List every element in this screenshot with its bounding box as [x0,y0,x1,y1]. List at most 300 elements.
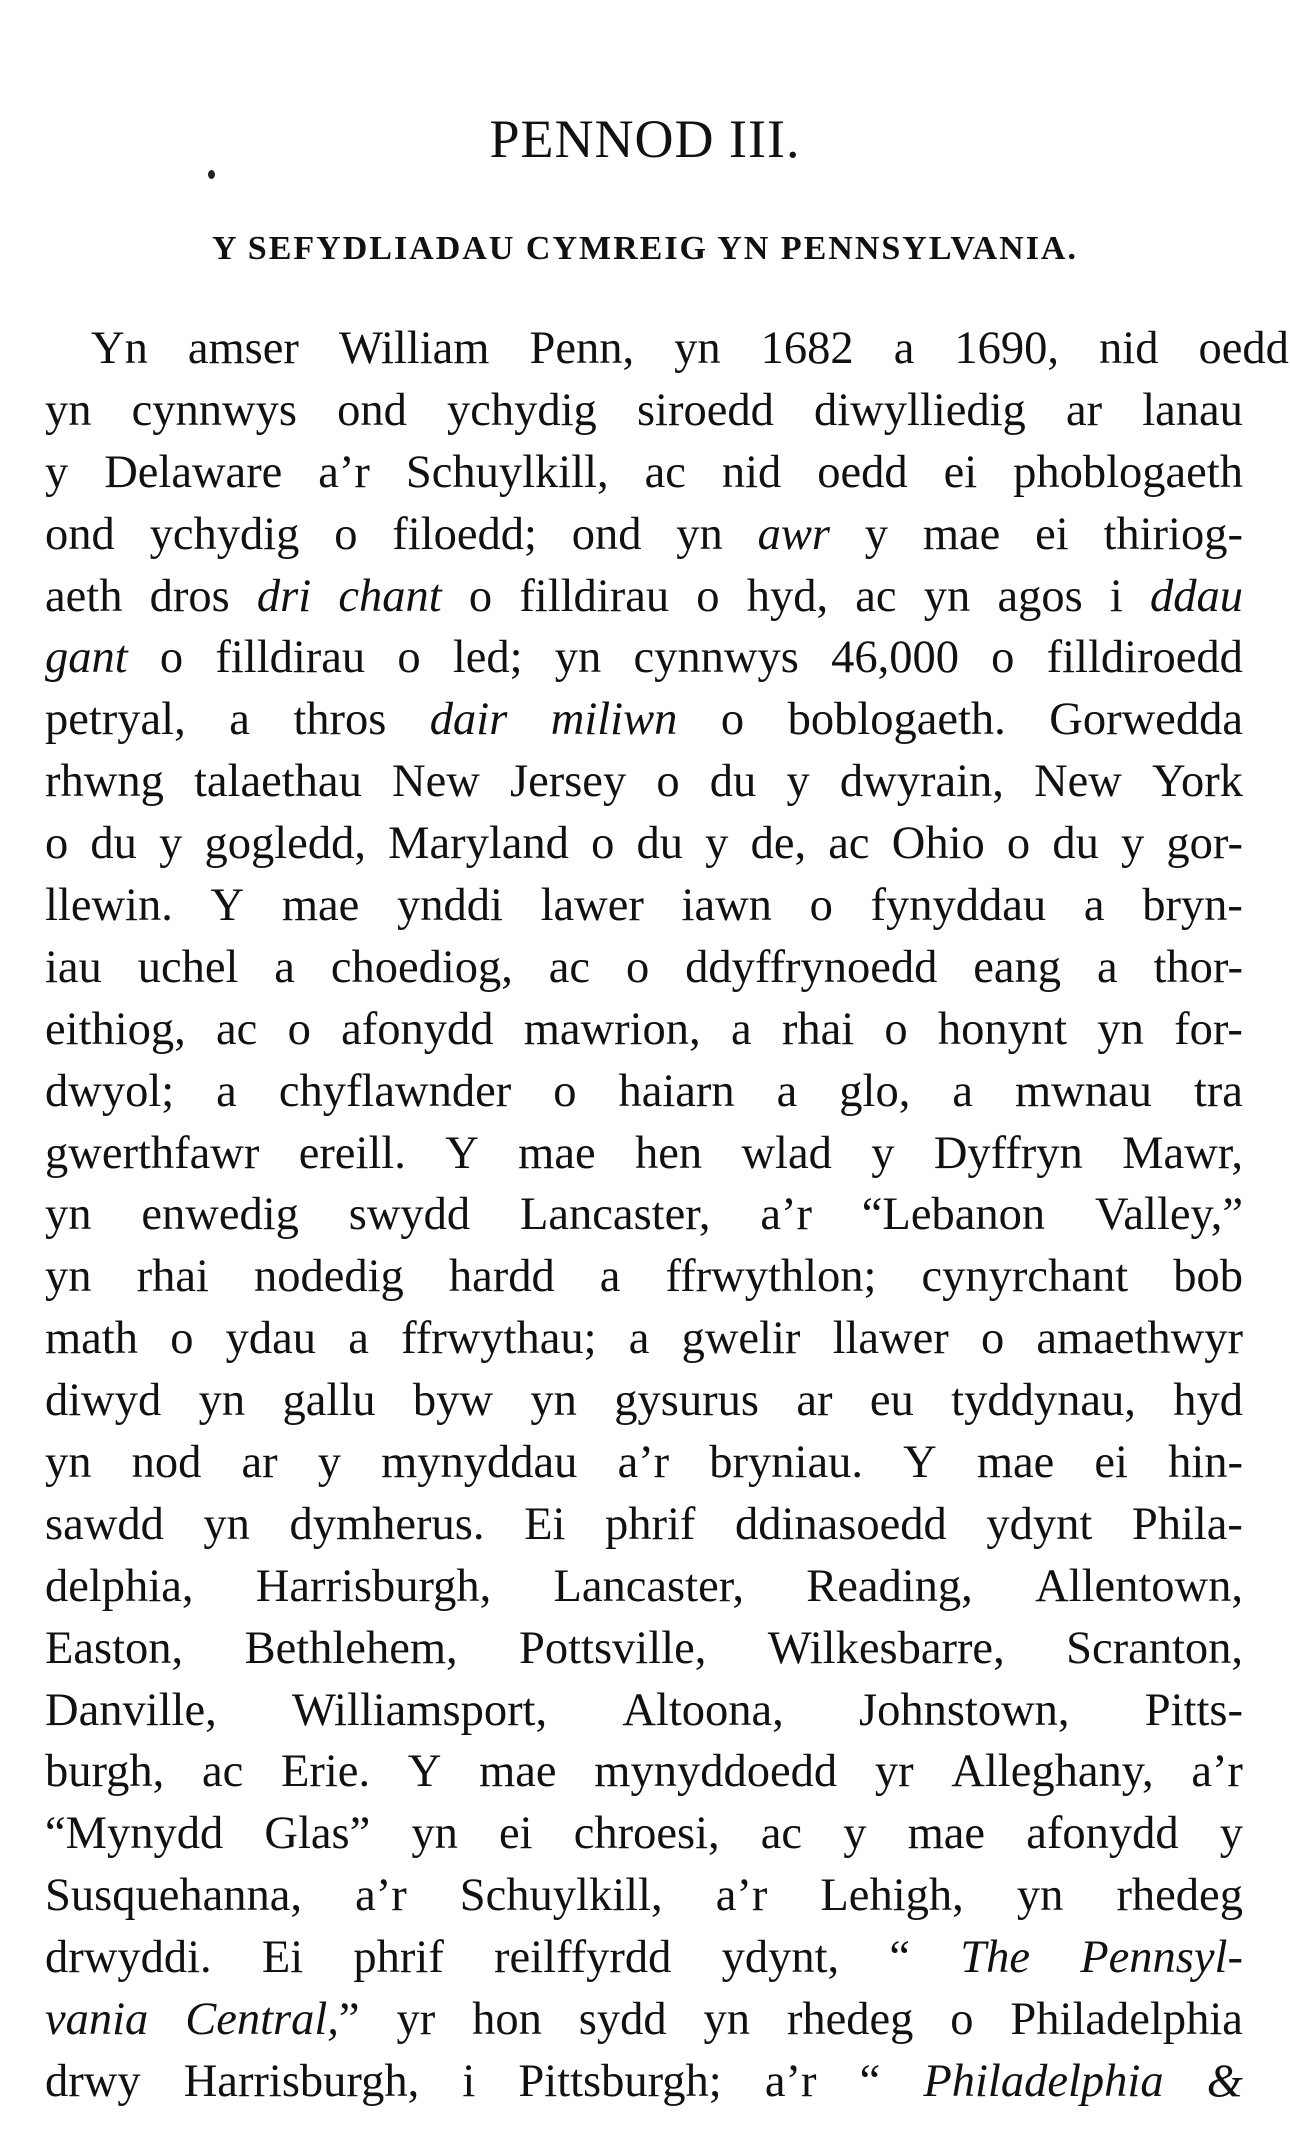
text-word [45,937,102,999]
text-word [331,937,513,999]
roman-text: i [1109,570,1123,622]
text-line [45,1184,1243,1246]
text-word [553,1061,576,1123]
roman-text: tyddynau, [951,1375,1136,1427]
text-word [45,1308,138,1370]
text-word [45,813,68,875]
italic-text: & [1206,2055,1243,2107]
text-word [45,2051,141,2113]
roman-text: o [397,632,421,684]
roman-text: a’r [355,1870,407,1922]
text-word [951,1370,1136,1432]
roman-text: Harrisburgh, [255,1560,492,1612]
roman-text: ar [796,1375,833,1427]
text-word [591,813,614,875]
text-word [875,1741,914,1803]
roman-text: glo, [839,1065,911,1117]
text-word [710,751,757,813]
text-word [865,504,888,566]
text-word [1173,1370,1243,1432]
text-word [666,1246,877,1308]
roman-text: ac [828,818,870,870]
text-word [469,566,492,628]
text-line [45,1680,1243,1742]
text-word [923,504,1000,566]
roman-text: o [170,1313,194,1365]
roman-text: yn [411,1808,458,1860]
roman-text: o [696,570,720,622]
italic-text: dri [256,570,312,622]
roman-text: gogledd, [204,818,366,870]
text-word [1066,380,1102,442]
text-line [45,813,1243,875]
text-word [45,380,92,442]
roman-text: ydynt [986,1498,1093,1550]
roman-text: ac [548,941,591,993]
text-word [1153,937,1242,999]
text-word [524,1494,565,1556]
text-line [45,1803,1243,1865]
roman-text: Lancaster, [520,1189,711,1241]
text-word [1035,1556,1243,1618]
text-word [45,1246,92,1308]
roman-text: ond [337,384,407,436]
italic-text: Central, [185,1994,339,2046]
roman-text: a’r [760,1189,812,1241]
text-word [894,318,915,380]
roman-text: 1682 [760,323,854,374]
roman-text: yn [923,570,971,622]
text-word [703,1989,750,2051]
roman-text: Bethlehem, [244,1622,458,1674]
roman-text: Pitts- [1144,1684,1243,1736]
roman-text: ar [1065,384,1103,436]
text-word [216,999,257,1061]
text-word [782,999,854,1061]
text-word [334,504,357,566]
roman-text: nodedig [253,1251,404,1303]
roman-text: ffrwythau; [401,1313,597,1365]
roman-text: “Mynydd [45,1808,224,1860]
text-word [1034,751,1122,813]
text-word [1122,1123,1243,1185]
roman-text: o [1006,818,1031,870]
roman-text: choediog, [330,941,513,993]
roman-text: Ei [261,1932,304,1984]
text-word [170,1308,193,1370]
text-word [318,442,370,504]
roman-text: Williamsport, [291,1684,548,1736]
text-word [348,1308,369,1370]
roman-text: Pittsburgh; [518,2055,722,2107]
roman-text: ychydig [447,384,597,436]
text-line [45,504,1243,566]
roman-text: thros [293,694,387,746]
text-word [1035,504,1069,566]
roman-text: Y [903,1437,937,1489]
roman-text: amser [187,323,299,374]
roman-text: afonydd [1026,1808,1179,1860]
text-word [104,442,282,504]
roman-text: uchel [137,941,239,993]
text-word [579,1989,667,2051]
text-line [45,1494,1243,1556]
roman-text: a [730,1003,752,1055]
text-word [922,1246,1129,1308]
roman-text: Schuylkill, [459,1870,663,1922]
text-word [991,627,1014,689]
text-word [741,1123,831,1185]
text-word [216,1061,237,1123]
text-word [397,627,420,689]
roman-text: a [599,1251,621,1303]
text-word [392,504,537,566]
text-word [817,442,907,504]
roman-text: dymherus. [289,1498,485,1550]
roman-text: filldirau [519,570,670,622]
text-word [1132,1494,1243,1556]
text-word [1036,1308,1243,1370]
text-word [349,1184,470,1246]
roman-text: mwnau [1014,1065,1152,1117]
text-word [45,689,186,751]
roman-text: chyflawnder [278,1065,512,1117]
text-word [185,1989,359,2051]
text-line [45,1246,1243,1308]
text-word [194,751,362,813]
roman-text: y [317,1437,341,1489]
roman-text: Susquehanna, [45,1870,302,1922]
text-word [924,566,971,628]
text-word [339,318,490,380]
text-word [859,1680,1070,1742]
text-word [397,875,503,937]
roman-text: filldiroedd [1046,632,1243,684]
roman-text: gallu [282,1375,376,1427]
text-word [381,1432,577,1494]
ink-speck [208,170,215,179]
text-word [519,566,669,628]
roman-text: ereill. [298,1127,406,1179]
text-word [934,1123,1083,1185]
roman-text: dwyol; [45,1065,175,1117]
text-word [203,1494,250,1556]
text-word [392,751,480,813]
text-word [618,1432,670,1494]
roman-text: talaethau [194,756,362,808]
text-line [45,627,1243,689]
roman-text: a [348,1313,369,1365]
text-word [549,937,590,999]
roman-text: “Lebanon [861,1189,1046,1241]
roman-text: y [871,1127,895,1179]
roman-text: phrif [604,1498,696,1550]
text-word [870,1370,914,1432]
roman-text: yn [45,1437,92,1489]
text-word [299,1123,406,1185]
roman-text: Alleghany, [951,1746,1154,1798]
text-word [1220,1803,1243,1865]
text-word [1166,813,1243,875]
text-word [614,1370,759,1432]
text-word [884,999,907,1061]
text-word [242,1432,278,1494]
roman-text: ei [499,1808,533,1860]
text-word [747,566,828,628]
roman-text: oedd [817,446,908,498]
text-word [1097,937,1118,999]
roman-text: Penn, [529,323,635,374]
roman-text: Danville, [45,1684,217,1736]
text-word [843,1803,866,1865]
roman-text: yn [1097,1003,1144,1055]
roman-text: ei [943,446,978,498]
roman-text: bryniau. [709,1437,863,1489]
text-word [618,1061,734,1123]
text-word [1010,1989,1242,2051]
roman-text: a [216,1065,237,1117]
roman-text: amaethwyr [1036,1313,1243,1365]
text-word [45,875,173,937]
roman-text: afonydd [341,1003,494,1055]
roman-text: honynt [937,1003,1068,1055]
text-word [952,1061,973,1123]
roman-text: rhai [136,1251,209,1303]
roman-text: yr [874,1746,914,1798]
roman-text: New [1034,756,1122,808]
roman-text: hon [472,1994,542,2046]
text-word [981,1308,1004,1370]
text-word [45,1989,148,2051]
text-word [524,999,701,1061]
text-word [257,566,311,628]
roman-text: cynnwys [633,632,799,684]
roman-text: Wilkesbarre, [767,1622,1005,1674]
text-word [520,1184,710,1246]
roman-text: o [980,1313,1005,1365]
text-word [862,1184,1045,1246]
text-word [519,1618,706,1680]
roman-text: 1690, [954,323,1059,374]
text-line [45,566,1243,628]
text-word [574,1803,720,1865]
roman-text: Scranton, [1066,1622,1243,1674]
roman-text: tra [1193,1065,1243,1117]
text-word [751,813,807,875]
roman-text: a [274,941,295,993]
roman-text: llewin. [45,880,173,932]
roman-text: hen [634,1127,703,1179]
text-word [445,1123,479,1185]
text-word [494,1927,671,1989]
text-word [45,1123,259,1185]
roman-text: mae [976,1437,1055,1489]
roman-text: Easton, [45,1622,184,1674]
text-word [1207,2051,1243,2113]
text-word [871,1123,894,1185]
text-word [814,380,1026,442]
text-word [572,504,642,566]
roman-text: Johnstown, [858,1684,1070,1736]
roman-text: Yn [91,323,148,374]
roman-text: sawdd [45,1498,164,1550]
roman-text: chroesi, [573,1808,720,1860]
text-word [1097,999,1144,1061]
text-word [160,627,183,689]
text-word [1049,689,1243,751]
roman-text: siroedd [636,384,774,436]
text-word [338,566,441,628]
roman-text: drwyddi. [45,1932,212,1984]
roman-text: math [45,1313,138,1365]
text-word [262,1927,303,1989]
roman-text: for- [1174,1003,1243,1055]
italic-text: gant [45,632,128,684]
roman-text: Phila- [1131,1498,1243,1550]
roman-text: o [553,1065,577,1117]
roman-text: hin- [1168,1437,1243,1489]
roman-text: a [1083,880,1105,932]
text-word [337,380,407,442]
roman-text: o [468,570,493,622]
text-word [530,1370,577,1432]
text-word [839,1061,910,1123]
text-word [696,566,719,628]
roman-text: mae [922,508,1001,560]
text-word [45,627,128,689]
italic-text: The [960,1932,1031,1984]
text-line [45,442,1243,504]
text-word [45,504,115,566]
roman-text: York [1152,756,1243,808]
roman-text: hyd, [746,570,829,622]
roman-text: iawn [681,880,772,932]
roman-text: enwedig [141,1189,299,1241]
roman-text: a’r [1191,1746,1243,1798]
text-word [709,1432,863,1494]
text-word [150,504,300,566]
text-word [45,566,122,628]
text-word [788,689,1006,751]
text-word [281,1741,370,1803]
text-word [229,689,250,751]
roman-text: o [950,1994,974,2046]
text-word [45,1865,302,1927]
text-word [1142,380,1243,442]
text-word [45,1927,212,1989]
roman-text: gwelir [681,1313,801,1365]
text-word [215,627,365,689]
text-word [292,1680,547,1742]
text-line [45,1061,1243,1123]
text-line [45,689,1243,751]
text-word [645,442,686,504]
text-line [45,1432,1243,1494]
text-word [594,1741,837,1803]
text-word [355,1865,407,1927]
text-line [45,380,1243,442]
italic-text: Pennsyl- [1080,1932,1243,1984]
roman-text: cynnwys [131,384,297,436]
text-word [1191,1741,1243,1803]
roman-text: rhai [781,1003,855,1055]
roman-text: boblogaeth. [787,694,1006,746]
text-word [150,566,230,628]
roman-text: lawer [540,880,644,932]
text-word [256,1556,491,1618]
roman-text: Lancaster, [553,1560,744,1612]
text-word [951,1741,1153,1803]
roman-text: yn [1016,1870,1064,1922]
text-word [1095,1184,1243,1246]
text-word [1173,1246,1243,1308]
roman-text: gwerthfawr [45,1127,260,1179]
text-word [453,627,523,689]
text-word [1084,875,1105,937]
text-word [634,627,799,689]
text-word [90,813,137,875]
roman-text: Allentown, [1035,1560,1243,1612]
text-word [768,1618,1005,1680]
roman-text: oedd [1198,323,1289,374]
roman-text: “ [889,1932,911,1984]
text-word [449,1246,555,1308]
roman-text: ar [241,1437,278,1489]
roman-text: eang [973,941,1062,993]
roman-text: filldirau [215,632,366,684]
text-word [1150,566,1243,628]
roman-text: yn [45,1189,92,1241]
text-line [45,1927,1243,1989]
text-word [45,1803,223,1865]
roman-text: yr [396,1994,436,2046]
roman-text: eu [869,1375,914,1427]
text-word [388,813,569,875]
text-word [796,1370,832,1432]
roman-text: agos [997,570,1083,622]
text-word [1194,1061,1243,1123]
text-word [408,1741,442,1803]
text-word [950,1989,973,2051]
roman-text: Y [445,1127,479,1179]
text-word [226,1308,316,1370]
roman-text: Schuylkill, [405,446,609,498]
text-line [45,2051,1243,2113]
text-line [45,1741,1243,1803]
text-word [682,1308,801,1370]
roman-text: Lehigh, [820,1870,964,1922]
roman-text: y [786,756,810,808]
roman-text: ac [760,1808,803,1860]
roman-text: hyd [1173,1375,1243,1427]
text-word [1174,999,1243,1061]
text-word [716,1865,768,1927]
text-word [264,1803,370,1865]
text-line [45,999,1243,1061]
roman-text: lanau [1142,384,1243,436]
text-word [656,751,679,813]
text-word [132,1432,202,1494]
text-word [282,875,359,937]
roman-text: ” [338,1994,360,2046]
text-word [923,2051,1163,2113]
text-word [1013,442,1243,504]
text-word [722,442,781,504]
roman-text: ffrwythlon; [665,1251,877,1303]
text-word [406,442,609,504]
text-word [722,1927,840,1989]
roman-text: Ohio [891,818,985,870]
